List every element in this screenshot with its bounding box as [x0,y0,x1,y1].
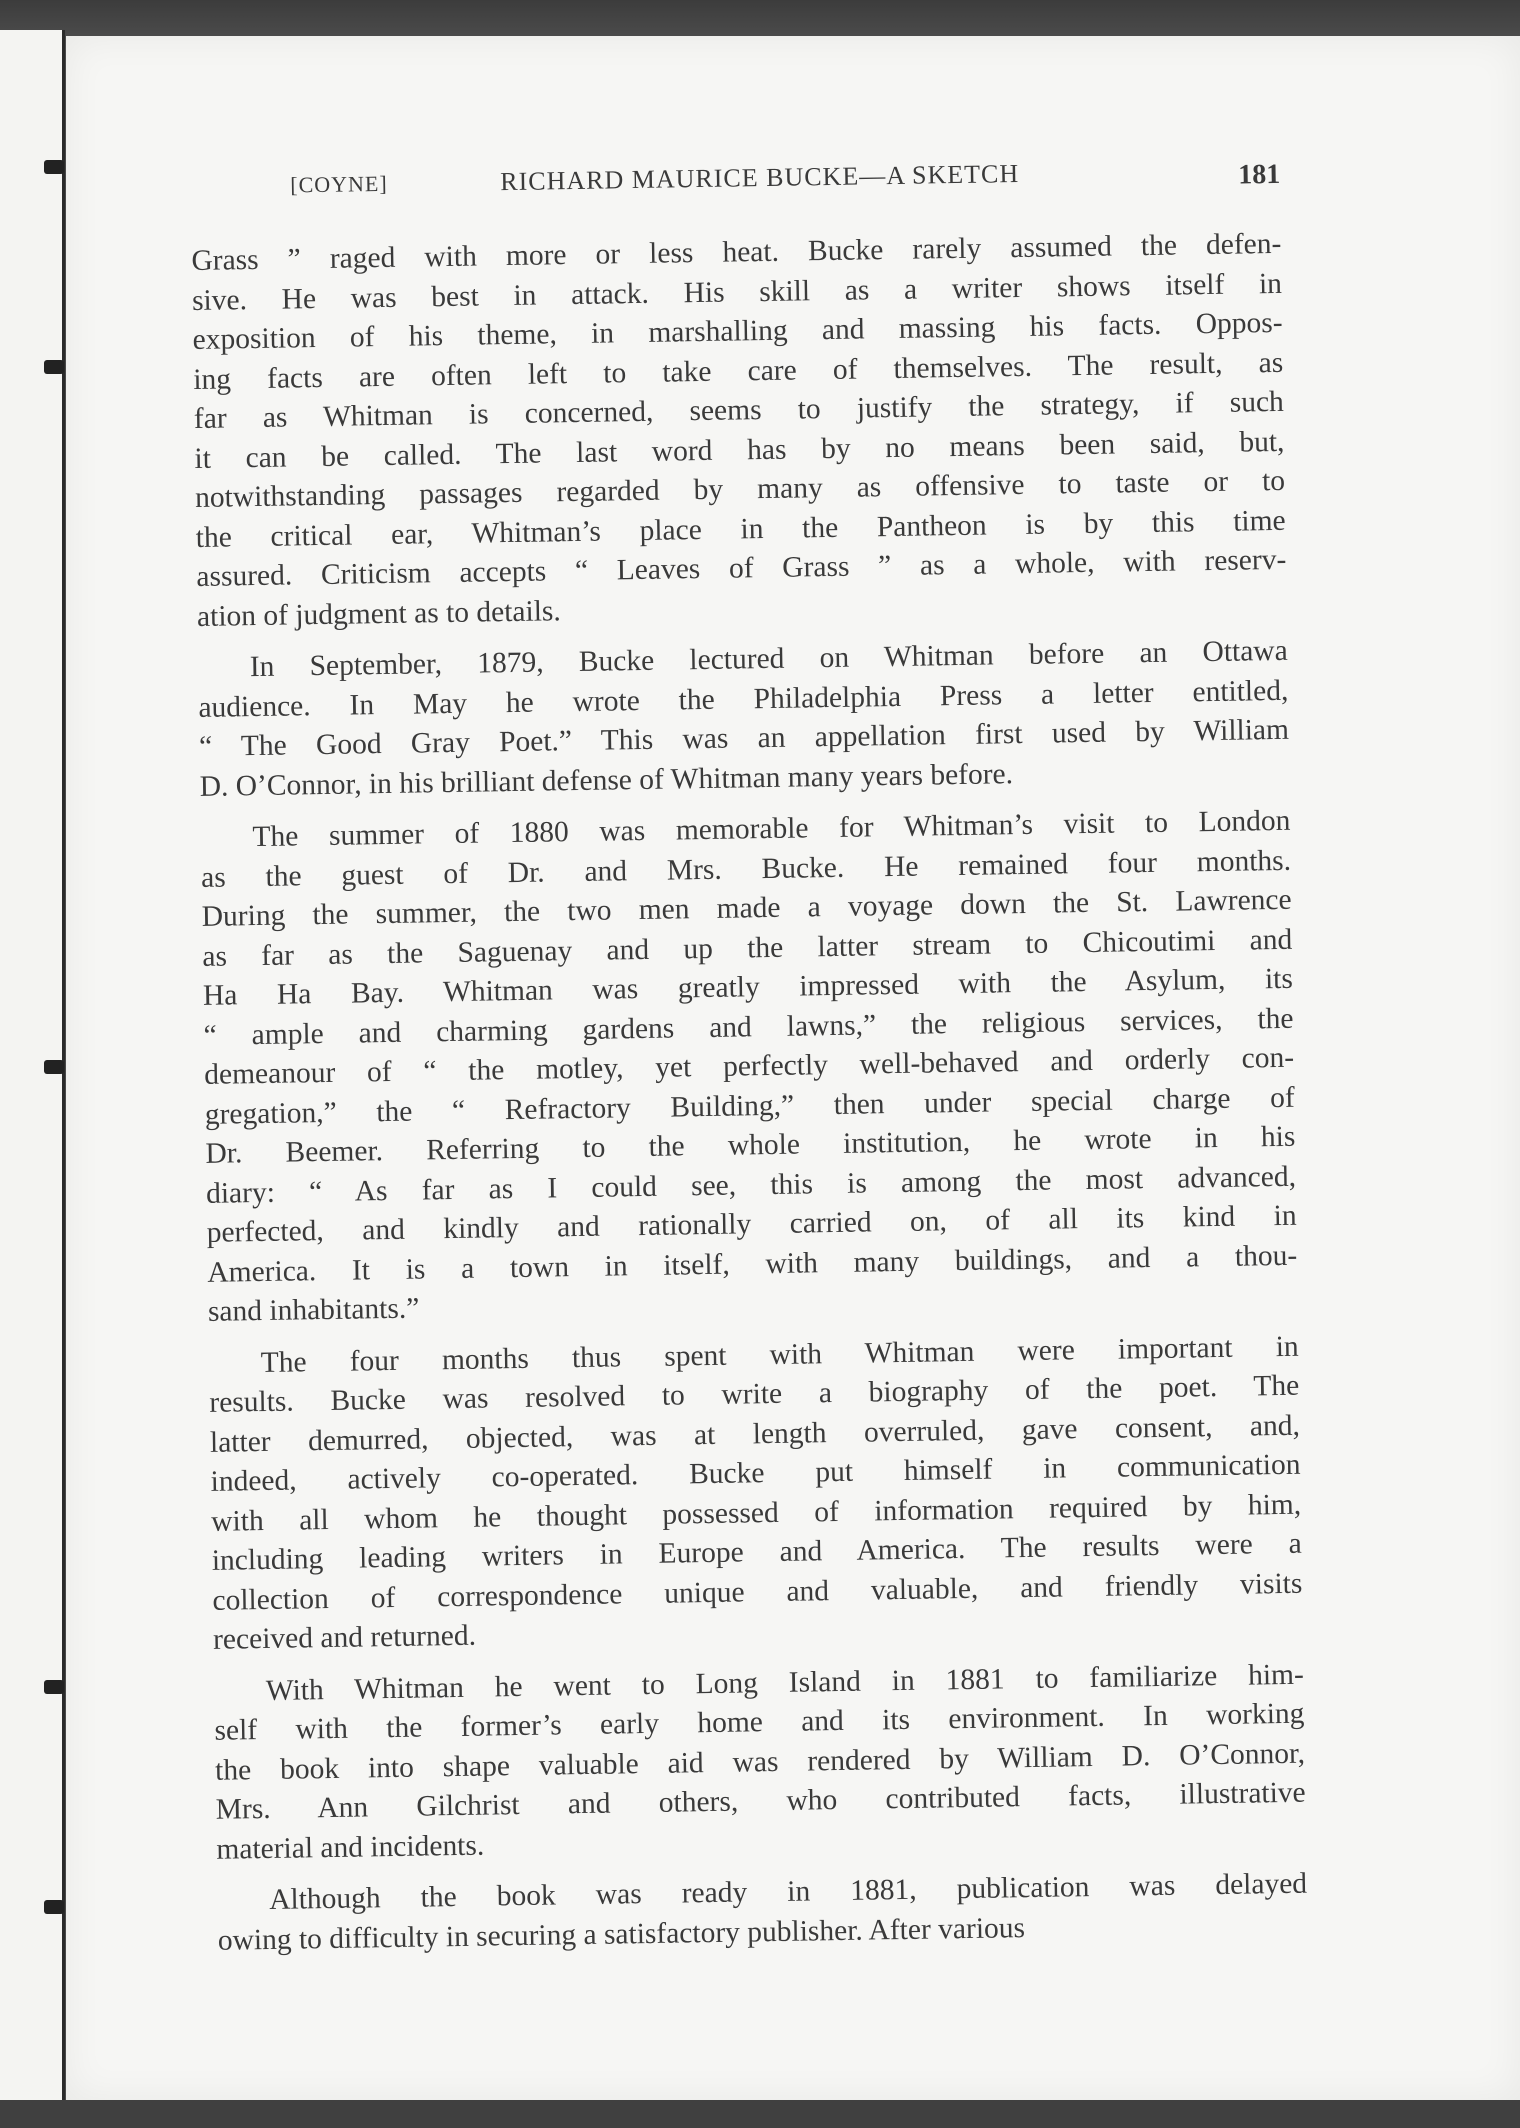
binding-mark [44,360,64,374]
facing-page-edge [0,30,65,2110]
text-line: far as Whitman is concerned, seems to justify the strategy, if such [193,385,1285,435]
scan-border-bottom [0,2100,1520,2128]
binding-mark [44,1680,64,1694]
text-line: With Whitman he went to Long Island in 1881 to familiarize him- [265,1658,1305,1707]
binding-mark [44,160,64,174]
binding-mark [44,1060,64,1074]
text-line: as the guest of Dr. and Mrs. Bucke. He remained four months. [200,844,1292,894]
text-line: assured. Criticism accepts “ Leaves of Grass ” as a whole, with reserv- [196,543,1287,593]
text-line: the book into shape valuable aid was rendered by William D. O’Connor, [214,1737,1306,1787]
body-text [191,225,1308,1961]
text-line: Mrs. Ann Gilchrist and others, who contributed facts, illustrative [215,1776,1306,1826]
text-line: demeanour of “ the motley, yet perfectly well-behaved and orderly con- [203,1041,1295,1091]
page-number: 181 [1237,158,1281,191]
running-head-author: [COYNE] [290,170,388,198]
text-line: perfected, and kindly and rationally carried on, of all its kind in [206,1199,1297,1249]
text-line: results. Bucke was resolved to write a biography of the poet. The [209,1369,1300,1419]
text-line: Although the book was ready in 1881, publication was delayed [268,1867,1308,1916]
page-content [190,153,1308,1973]
text-line: In September, 1879, Bucke lectured on Whitman before an Ottawa [249,634,1288,684]
text-line: Ha Ha Bay. Whitman was greatly impressed with the Asylum, its [202,962,1294,1012]
text-line: with all whom he thought possessed of information required by him, [210,1488,1302,1538]
text-line: owing to difficulty in securing a satisfactory publisher. After various [217,1911,1026,1957]
text-line: as far as the Saguenay and up the latter stream to Chicoutimi and [202,923,1293,973]
text-line: “ The Good Gray Poet.” This was an appellation first used by William [198,713,1290,763]
text-line: America. It is a town in itself, with many buildings, and a thou- [207,1239,1298,1289]
binding-mark [44,1900,64,1914]
text-line: including leading writers in Europe and America. The results were a [211,1527,1302,1577]
text-line: received and returned. [212,1619,477,1656]
text-line: collection of correspondence unique and valuable, and friendly visits [212,1567,1303,1617]
text-line: diary: “ As far as I could see, this is among the most advanced, [205,1160,1297,1210]
paragraph [208,1327,1303,1660]
text-line: gregation,” the “ Refractory Building,” then under special charge of [204,1081,1295,1131]
text-line: latter demurred, objected, was at length overruled, gave consent, and, [209,1409,1301,1459]
text-line: it can be called. The last word has by no means been said, but, [194,425,1285,475]
paragraph [217,1865,1308,1961]
text-line: ation of judgment as to details. [196,594,562,633]
paragraph [198,632,1290,807]
text-line: self with the former’s early home and its environment. In working [214,1697,1305,1747]
text-line: Grass ” raged with more or less heat. Bucke rarely assumed the defen- [191,227,1282,277]
text-line: notwithstanding passages regarded by many as offensive to taste or to [194,464,1286,514]
text-line: indeed, actively co-operated. Bucke put himself in communication [210,1448,1301,1498]
text-line: exposition of his theme, in marshalling and massing his facts. Oppos- [192,306,1283,356]
text-line: material and incidents. [216,1829,485,1866]
text-line: ing facts are often left to take care of themselves. The result, as [193,346,1284,396]
text-line: the critical ear, Whitman’s place in the Pantheon is by this time [195,504,1286,554]
text-line: “ ample and charming gardens and lawns,” the religious services, the [203,1002,1294,1052]
text-line: D. O’Connor, in his brilliant defense of Whitman many years before. [199,757,1014,803]
text-line: sive. He was best in attack. His skill as a writer shows itself in [191,267,1283,317]
running-head-title: RICHARD MAURICE BUCKE—A SKETCH [499,158,1020,197]
text-line: During the summer, the two men made a voyage down the St. Lawrence [201,883,1292,933]
text-line: sand inhabitants.” [207,1292,420,1328]
text-line: The four months thus spent with Whitman were important in [260,1330,1299,1379]
paragraph [191,225,1287,637]
text-line: Dr. Beemer. Referring to the whole institution, he wrote in his [205,1120,1296,1170]
paragraph [214,1655,1307,1870]
paragraph [200,802,1298,1333]
text-line: audience. In May he wrote the Philadelphia Press a letter entitled, [198,674,1289,724]
text-line: The summer of 1880 was memorable for Whitman’s visit to London [252,804,1291,854]
